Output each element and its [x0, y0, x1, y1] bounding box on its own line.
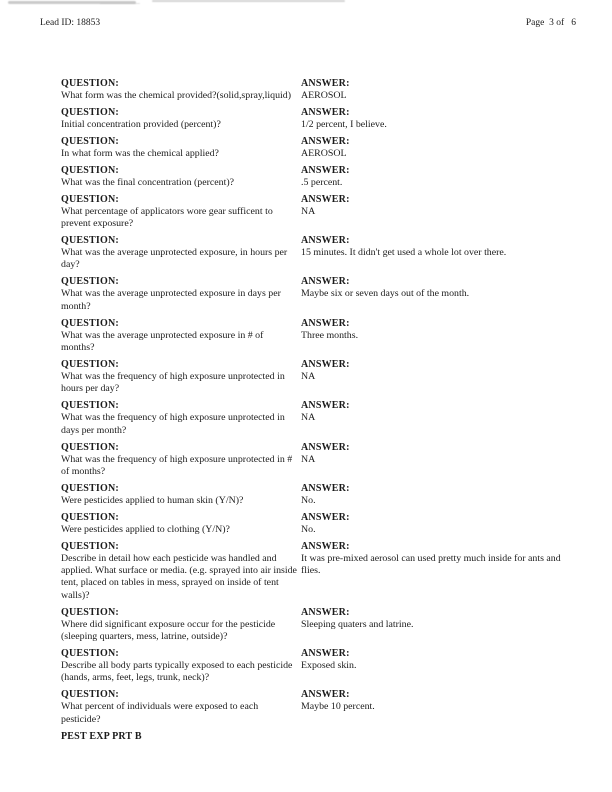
- question-column: [61, 317, 301, 355]
- answer-column: [301, 482, 565, 507]
- answer-label: ANSWER:: [301, 135, 350, 147]
- answer-column: [301, 441, 565, 479]
- page-number: Page 3 of 6: [525, 18, 576, 28]
- answer-column: [301, 317, 565, 355]
- question-text: What was the average unprotected exposure, in hours per day?: [61, 246, 288, 271]
- scan-artifact-streak: [100, 3, 140, 4]
- question-label: QUESTION:: [61, 400, 119, 412]
- question-label: QUESTION:: [61, 164, 119, 176]
- question-column: [61, 193, 301, 231]
- lead-id: Lead ID: 18853: [40, 18, 101, 28]
- answer-text: 15 minutes. It didn't get used a whole lot over there.: [301, 246, 507, 258]
- qa-row: [61, 647, 565, 685]
- answer-label: ANSWER:: [301, 400, 350, 412]
- answer-label: ANSWER:: [301, 511, 350, 523]
- question-label: QUESTION:: [61, 78, 119, 89]
- qa-row: [61, 482, 565, 507]
- question-column: [61, 606, 301, 644]
- question-column: [61, 358, 301, 396]
- question-text: Were pesticides applied to human skin (Y/N)?: [61, 494, 244, 506]
- question-text: What was the frequency of high exposure unprotected in # of months?: [61, 453, 293, 477]
- question-text: What form was the chemical provided?(solid,spray,liquid): [61, 90, 291, 101]
- answer-column: [301, 688, 565, 726]
- question-column: [61, 540, 301, 603]
- question-label: QUESTION:: [61, 276, 119, 288]
- answer-label: ANSWER:: [301, 606, 350, 618]
- question-text: What percent of individuals were exposed to each pesticide?: [61, 701, 259, 725]
- answer-label: ANSWER:: [301, 358, 350, 370]
- question-text: What was the average unprotected exposure in days per month?: [61, 288, 281, 312]
- answer-text: Exposed skin.: [301, 660, 357, 672]
- answer-label: ANSWER:: [301, 648, 350, 660]
- answer-text: Sleeping quaters and latrine.: [301, 618, 414, 630]
- answer-text: Maybe 10 percent.: [301, 701, 375, 713]
- question-text: What percentage of applicators wore gear sufficent to prevent exposure?: [61, 205, 273, 230]
- qa-row: [61, 135, 565, 160]
- question-text: What was the average unprotected exposure in # of months?: [61, 329, 264, 353]
- question-column: [61, 135, 301, 160]
- question-text: Were pesticides applied to clothing (Y/N)?: [61, 523, 230, 535]
- question-text: What was the frequency of high exposure unprotected in days per month?: [61, 412, 285, 436]
- answer-label: ANSWER:: [301, 234, 350, 246]
- question-column: [61, 106, 301, 131]
- question-text: Describe in detail how each pesticide was handled and applied. What surface or media. (e.g. sprayed into air inside tent, placed on tables in mess, sprayed on inside of tent walls)?: [61, 552, 297, 601]
- qa-row: [61, 317, 565, 355]
- question-label: QUESTION:: [61, 689, 119, 701]
- answer-label: ANSWER:: [301, 78, 350, 89]
- question-column: [61, 441, 301, 479]
- question-label: QUESTION:: [61, 540, 119, 552]
- question-column: [61, 688, 301, 726]
- qa-row: [61, 688, 565, 726]
- answer-label: ANSWER:: [301, 276, 350, 288]
- scan-artifact-streak: [152, 0, 345, 2]
- answer-label: ANSWER:: [301, 441, 350, 453]
- answer-text: 1/2 percent, I believe.: [301, 118, 387, 130]
- question-column: [61, 399, 301, 437]
- question-text: Describe all body parts typically exposed to each pesticide (hands, arms, feet, legs, trunk, neck)?: [61, 660, 293, 684]
- question-label: QUESTION:: [61, 358, 119, 370]
- answer-label: ANSWER:: [301, 482, 350, 494]
- question-label: QUESTION:: [61, 106, 119, 118]
- answer-text: Maybe six or seven days out of the month.: [301, 288, 470, 300]
- answer-text: .5 percent.: [301, 176, 343, 188]
- qa-row: [61, 234, 565, 272]
- qa-row: [61, 106, 565, 131]
- answer-text: It was pre-mixed aerosol can used pretty much inside for ants and flies.: [301, 552, 561, 577]
- question-text: What was the final concentration (percent)?: [61, 176, 235, 188]
- answer-column: [301, 106, 565, 131]
- question-label: QUESTION:: [61, 648, 119, 660]
- question-label: QUESTION:: [61, 234, 119, 246]
- question-column: [61, 77, 301, 102]
- answer-column: [301, 234, 565, 272]
- qa-row: [61, 77, 565, 102]
- qa-row: [61, 441, 565, 479]
- answer-text: Three months.: [301, 329, 359, 341]
- answer-label: ANSWER:: [301, 106, 350, 118]
- answer-text: NA: [301, 205, 316, 217]
- answer-column: [301, 193, 565, 231]
- question-text: Initial concentration provided (percent)?: [61, 118, 221, 130]
- question-text: In what form was the chemical applied?: [61, 147, 219, 159]
- answer-text: No.: [301, 523, 316, 535]
- question-column: [61, 234, 301, 272]
- answer-column: [301, 399, 565, 437]
- answer-column: [301, 77, 565, 102]
- question-label: QUESTION:: [61, 482, 119, 494]
- question-label: QUESTION:: [61, 193, 119, 205]
- question-column: [61, 482, 301, 507]
- page-header: [40, 18, 576, 29]
- question-column: [61, 511, 301, 536]
- qa-row: [61, 193, 565, 231]
- answer-column: [301, 647, 565, 685]
- qa-row: [61, 358, 565, 396]
- answer-text: AEROSOL: [301, 90, 347, 101]
- qa-row: [61, 275, 565, 313]
- answer-text: NA: [301, 453, 316, 465]
- qa-row: [61, 606, 565, 644]
- answer-text: NA: [301, 370, 316, 382]
- answer-column: [301, 135, 565, 160]
- answer-column: [301, 606, 565, 644]
- answer-text: NA: [301, 412, 316, 424]
- question-label: QUESTION:: [61, 511, 119, 523]
- answer-label: ANSWER:: [301, 540, 350, 552]
- answer-column: [301, 511, 565, 536]
- question-column: [61, 647, 301, 685]
- answer-text: AEROSOL: [301, 147, 347, 159]
- answer-label: ANSWER:: [301, 164, 350, 176]
- answer-label: ANSWER:: [301, 689, 350, 701]
- answer-column: [301, 275, 565, 313]
- qa-list: [61, 77, 565, 726]
- question-label: QUESTION:: [61, 317, 119, 329]
- answer-label: ANSWER:: [301, 317, 350, 329]
- answer-label: ANSWER:: [301, 193, 350, 205]
- answer-text: No.: [301, 494, 316, 506]
- answer-column: [301, 358, 565, 396]
- question-label: QUESTION:: [61, 441, 119, 453]
- qa-row: [61, 399, 565, 437]
- answer-column: [301, 164, 565, 189]
- qa-row: [61, 540, 565, 603]
- answer-column: [301, 540, 565, 603]
- section-footer: PEST EXP PRT B: [61, 730, 142, 742]
- qa-content: [61, 77, 565, 743]
- question-text: What was the frequency of high exposure unprotected in hours per day?: [61, 370, 285, 395]
- question-label: QUESTION:: [61, 606, 119, 618]
- question-text: Where did significant exposure occur for the pesticide (sleeping quarters, mess, latrine, outside)?: [61, 618, 276, 643]
- question-label: QUESTION:: [61, 135, 119, 147]
- question-column: [61, 164, 301, 189]
- qa-row: [61, 164, 565, 189]
- qa-row: [61, 511, 565, 536]
- question-column: [61, 275, 301, 313]
